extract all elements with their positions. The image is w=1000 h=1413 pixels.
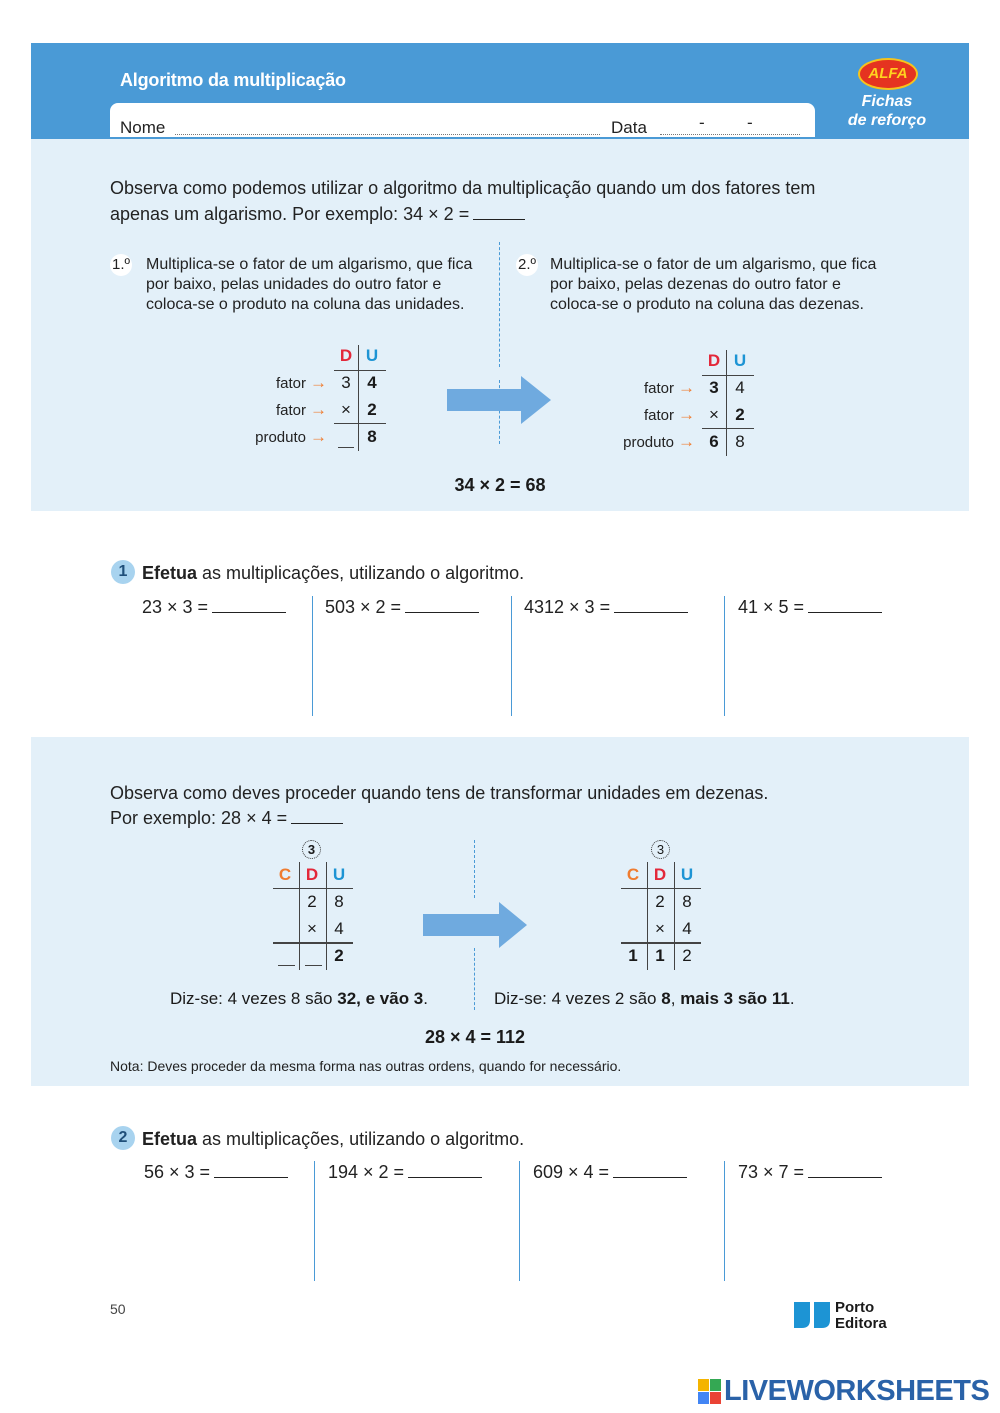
column-divider — [312, 596, 313, 716]
column-divider — [724, 596, 725, 716]
header-tens: D — [339, 346, 353, 365]
row-label-fator: fator — [643, 407, 674, 424]
header-units: U — [332, 865, 346, 884]
answer-blank[interactable] — [405, 611, 479, 613]
name-date-box — [110, 103, 815, 137]
exercise2-number: 2 — [111, 1126, 135, 1150]
column-line — [358, 345, 359, 451]
cell: × — [341, 400, 351, 419]
name-field[interactable] — [175, 133, 600, 135]
date-separator: - — [747, 113, 753, 132]
cell: 4 — [682, 919, 692, 938]
exercise2-task-1 — [144, 1162, 288, 1183]
cell: 1 — [655, 946, 665, 965]
cell: 4 — [367, 373, 377, 392]
arrow-glyph: → — [310, 373, 327, 392]
exercise1-task-4 — [738, 597, 882, 618]
say-right — [494, 989, 795, 1009]
carry-circle: 3 — [651, 840, 670, 859]
date-separator: - — [699, 113, 705, 132]
answer-blank[interactable] — [808, 1176, 882, 1178]
cell: 8 — [735, 432, 745, 451]
header-tens: D — [707, 351, 721, 370]
say-punct: , — [670, 989, 676, 1008]
header-units: U — [365, 346, 379, 365]
cell: 2 — [655, 892, 665, 911]
say-left — [170, 989, 428, 1009]
exercise1-number: 1 — [111, 560, 135, 584]
answer-blank[interactable] — [808, 611, 882, 613]
task-text: 4312 × 3 = — [524, 597, 611, 617]
column-divider — [519, 1161, 520, 1281]
publisher-line-2: Editora — [835, 1315, 887, 1332]
intro2-line2: Por exemplo: 28 × 4 = — [110, 808, 288, 828]
cell: 2 — [307, 892, 317, 911]
cell: 2 — [682, 946, 692, 965]
carry-circle: 3 — [302, 840, 321, 859]
answer-blank[interactable] — [212, 611, 286, 613]
arrow-glyph: → — [678, 432, 695, 451]
empty-slot — [305, 965, 322, 966]
cell: 4 — [735, 378, 745, 397]
example2-result: 28 × 4 = 112 — [424, 1027, 526, 1047]
porto-editora-logo-icon — [794, 1302, 832, 1330]
intro1-line1: Observa como podemos utilizar o algoritmo da multiplicação quando um dos fatores tem — [110, 178, 816, 198]
example1-result: 34 × 2 = 68 — [454, 475, 546, 495]
intro2-line2-wrap — [110, 805, 343, 831]
liveworksheets-logo-icon — [698, 1379, 722, 1405]
cell: 3 — [709, 378, 719, 397]
date-field[interactable] — [660, 133, 800, 135]
publisher-name — [835, 1300, 887, 1332]
cell: 8 — [682, 892, 692, 911]
cell: 2 — [367, 400, 377, 419]
header-units: U — [680, 865, 694, 884]
alfa-logo: ALFA — [858, 58, 918, 90]
cell: 4 — [334, 919, 344, 938]
step1-text: Multiplica-se o fator de um algarismo, que fica por baixo, pelas unidades do outro fator e coloca-se o produto na coluna das unidades. — [146, 256, 473, 313]
column-divider — [314, 1161, 315, 1281]
cell: × — [709, 405, 719, 424]
cell: 8 — [367, 427, 377, 446]
arrow-glyph: → — [678, 378, 695, 397]
publisher-line-1: Porto — [835, 1299, 875, 1316]
page-number: 50 — [110, 1301, 126, 1317]
say-bold: 8 — [661, 989, 671, 1008]
cell: × — [655, 919, 665, 938]
exercise1-task-3 — [524, 597, 688, 618]
watermark: LIVEWORKSHEETS — [724, 1375, 990, 1407]
instruction-rest: as multiplicações, utilizando o algoritmo. — [202, 563, 525, 583]
answer-blank[interactable] — [214, 1176, 288, 1178]
task-text: 41 × 5 = — [738, 597, 805, 617]
say-text: Diz-se: 4 vezes 8 são — [170, 989, 333, 1008]
right-arrow-icon — [423, 902, 527, 948]
task-text: 73 × 7 = — [738, 1162, 805, 1182]
say-bold: 32, e vão 3 — [337, 989, 424, 1008]
answer-blank — [473, 218, 525, 220]
cell: 8 — [334, 892, 344, 911]
say-text: Diz-se: 4 vezes 2 são — [494, 989, 657, 1008]
task-text: 194 × 2 = — [328, 1162, 405, 1182]
header-hundreds: C — [626, 865, 640, 884]
row-label-produto: produto — [623, 434, 674, 451]
cell: × — [307, 919, 317, 938]
step2-text: Multiplica-se o fator de um algarismo, que fica por baixo, pelas dezenas do outro fator e coloca-se o produto na coluna das dezenas. — [550, 256, 877, 313]
step1-number: 1.º — [110, 254, 132, 276]
arrow-glyph: → — [310, 400, 327, 419]
say-punct: . — [423, 989, 428, 1008]
page-title: Algoritmo da multiplicação — [120, 70, 346, 90]
empty-tens-slot — [338, 447, 354, 448]
column-line — [726, 350, 727, 456]
exercise1-task-1 — [142, 597, 286, 618]
date-label: Data — [611, 118, 647, 137]
logo-line-2: de reforço — [847, 112, 927, 129]
task-text: 503 × 2 = — [325, 597, 402, 617]
intro1-line2: apenas um algarismo. Por exemplo: 34 × 2 = — [110, 204, 470, 224]
example-divider — [474, 948, 475, 1010]
exercise2-task-2 — [328, 1162, 482, 1183]
task-text: 609 × 4 = — [533, 1162, 610, 1182]
empty-slot — [278, 965, 295, 966]
step-divider — [499, 242, 500, 367]
note-text: Nota: Deves proceder da mesma forma nas outras ordens, quando for necessário. — [110, 1058, 622, 1074]
arrow-glyph: → — [678, 405, 695, 424]
say-punct: . — [789, 989, 795, 1008]
arrow-glyph: → — [310, 427, 327, 446]
column-divider — [511, 596, 512, 716]
header-tens: D — [305, 865, 319, 884]
cell: 3 — [341, 373, 351, 392]
task-text: 23 × 3 = — [142, 597, 209, 617]
answer-blank[interactable] — [614, 611, 688, 613]
row-label-fator: fator — [643, 380, 674, 397]
instruction-verb: Efetua — [142, 563, 198, 583]
row-label-fator: fator — [275, 402, 306, 419]
right-arrow-icon — [447, 376, 551, 424]
example-divider — [474, 840, 475, 898]
answer-blank[interactable] — [613, 1176, 687, 1178]
name-label: Nome — [120, 118, 166, 137]
answer-blank[interactable] — [408, 1176, 482, 1178]
intro2-line1: Observa como deves proceder quando tens de transformar unidades em dezenas. — [110, 783, 769, 803]
cell: 1 — [628, 946, 638, 965]
column-divider — [724, 1161, 725, 1281]
instruction-rest: as multiplicações, utilizando o algoritmo. — [202, 1129, 525, 1149]
exercise2-task-3 — [533, 1162, 687, 1183]
fichas-logo — [832, 92, 942, 130]
say-bold: mais 3 são 11 — [680, 989, 790, 1008]
header-hundreds: C — [278, 865, 292, 884]
exercise2-task-4 — [738, 1162, 882, 1183]
exercise1-instruction — [142, 560, 524, 586]
header-tens: D — [653, 865, 667, 884]
exercise1-task-2 — [325, 597, 479, 618]
step2-number: 2.º — [516, 254, 538, 276]
header-units: U — [733, 351, 747, 370]
instruction-verb: Efetua — [142, 1129, 198, 1149]
cell: 2 — [334, 946, 344, 965]
row-label-produto: produto — [255, 429, 306, 446]
exercise2-instruction — [142, 1126, 524, 1152]
cell: 6 — [709, 432, 719, 451]
intro1-line2-wrap — [110, 201, 525, 227]
answer-blank — [291, 822, 343, 824]
logo-line-1: Fichas — [861, 93, 913, 110]
cell: 2 — [735, 405, 745, 424]
task-text: 56 × 3 = — [144, 1162, 211, 1182]
row-label-fator: fator — [275, 375, 306, 392]
